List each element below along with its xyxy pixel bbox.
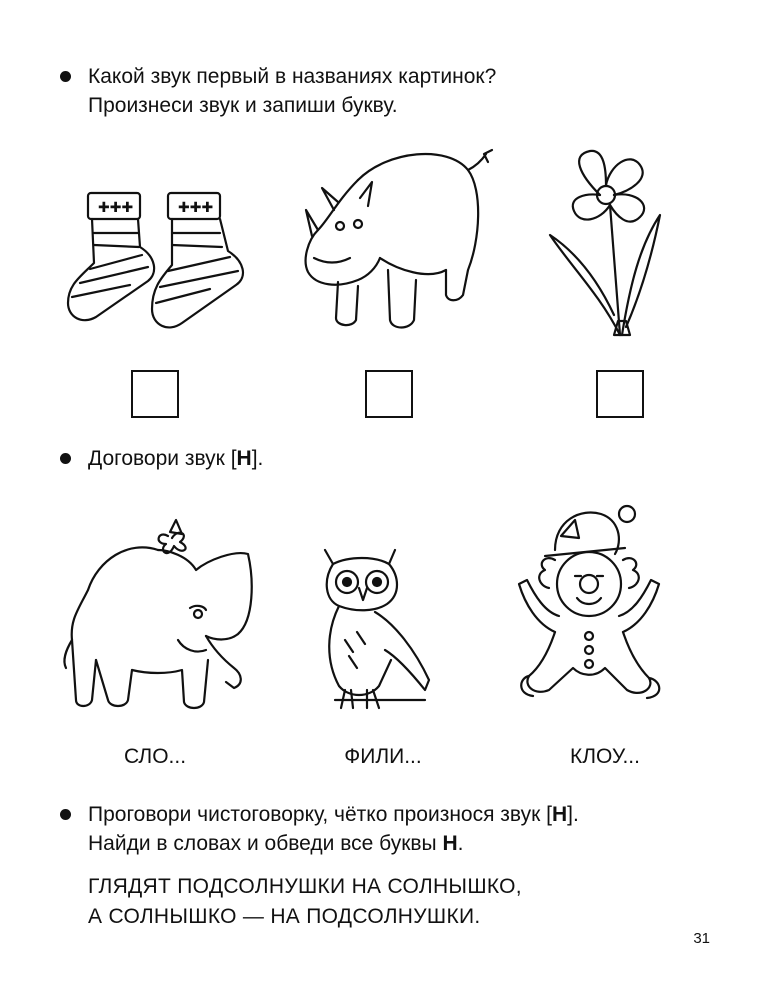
task-3-line-1-suffix: ]. [567,803,579,826]
task-3-line-2-suffix: . [457,832,464,855]
task-3-line-1-letter: Н [551,803,568,826]
task-2-suffix: ]. [251,447,264,470]
tongue-twister-line-2: А СОЛНЫШКО — НА ПОДСОЛНУШКИ. [88,905,481,928]
socks-picture [60,185,250,345]
task-1-instructions [60,62,496,120]
answer-box-socks[interactable] [131,370,179,418]
page-number: 31 [693,930,710,947]
caption-clown: КЛОУ... [570,745,640,768]
task-3-line-2-letter: Н [442,832,458,855]
task-2-prefix: Договори звук [ [88,447,237,470]
task-1-line-2: Произнеси звук и запиши букву. [88,94,398,117]
elephant-picture [58,510,258,720]
answer-box-rhino[interactable] [365,370,413,418]
task-3-line-1-prefix: Проговори чистоговорку, чётко произнося звук [ [88,803,552,826]
task-1-line-1: Какой звук первый в названиях картинок? [88,65,497,88]
caption-elephant: СЛО... [123,745,187,768]
bullet-icon [60,453,71,464]
answer-box-narcissus[interactable] [596,370,644,418]
tongue-twister-line-1: ГЛЯДЯТ ПОДСОЛНУШКИ НА СОЛНЫШКО, [88,875,522,898]
svg-text:✚✚✚: ✚✚✚ [178,200,214,216]
task-3-instructions [60,800,579,858]
tongue-twister [88,872,522,932]
bullet-icon [60,71,71,82]
narcissus-picture [540,145,680,345]
task-2-letter: Н [236,447,252,470]
svg-text:✚✚✚: ✚✚✚ [98,200,134,216]
task-3-line-2-prefix: Найди в словах и обведи все буквы [88,832,443,855]
rhino-picture [298,140,498,340]
clown-picture [515,500,705,720]
owl-picture [305,540,435,720]
task-2-instructions [60,444,263,473]
bullet-icon [60,809,71,820]
caption-owl: ФИЛИ... [344,745,422,768]
